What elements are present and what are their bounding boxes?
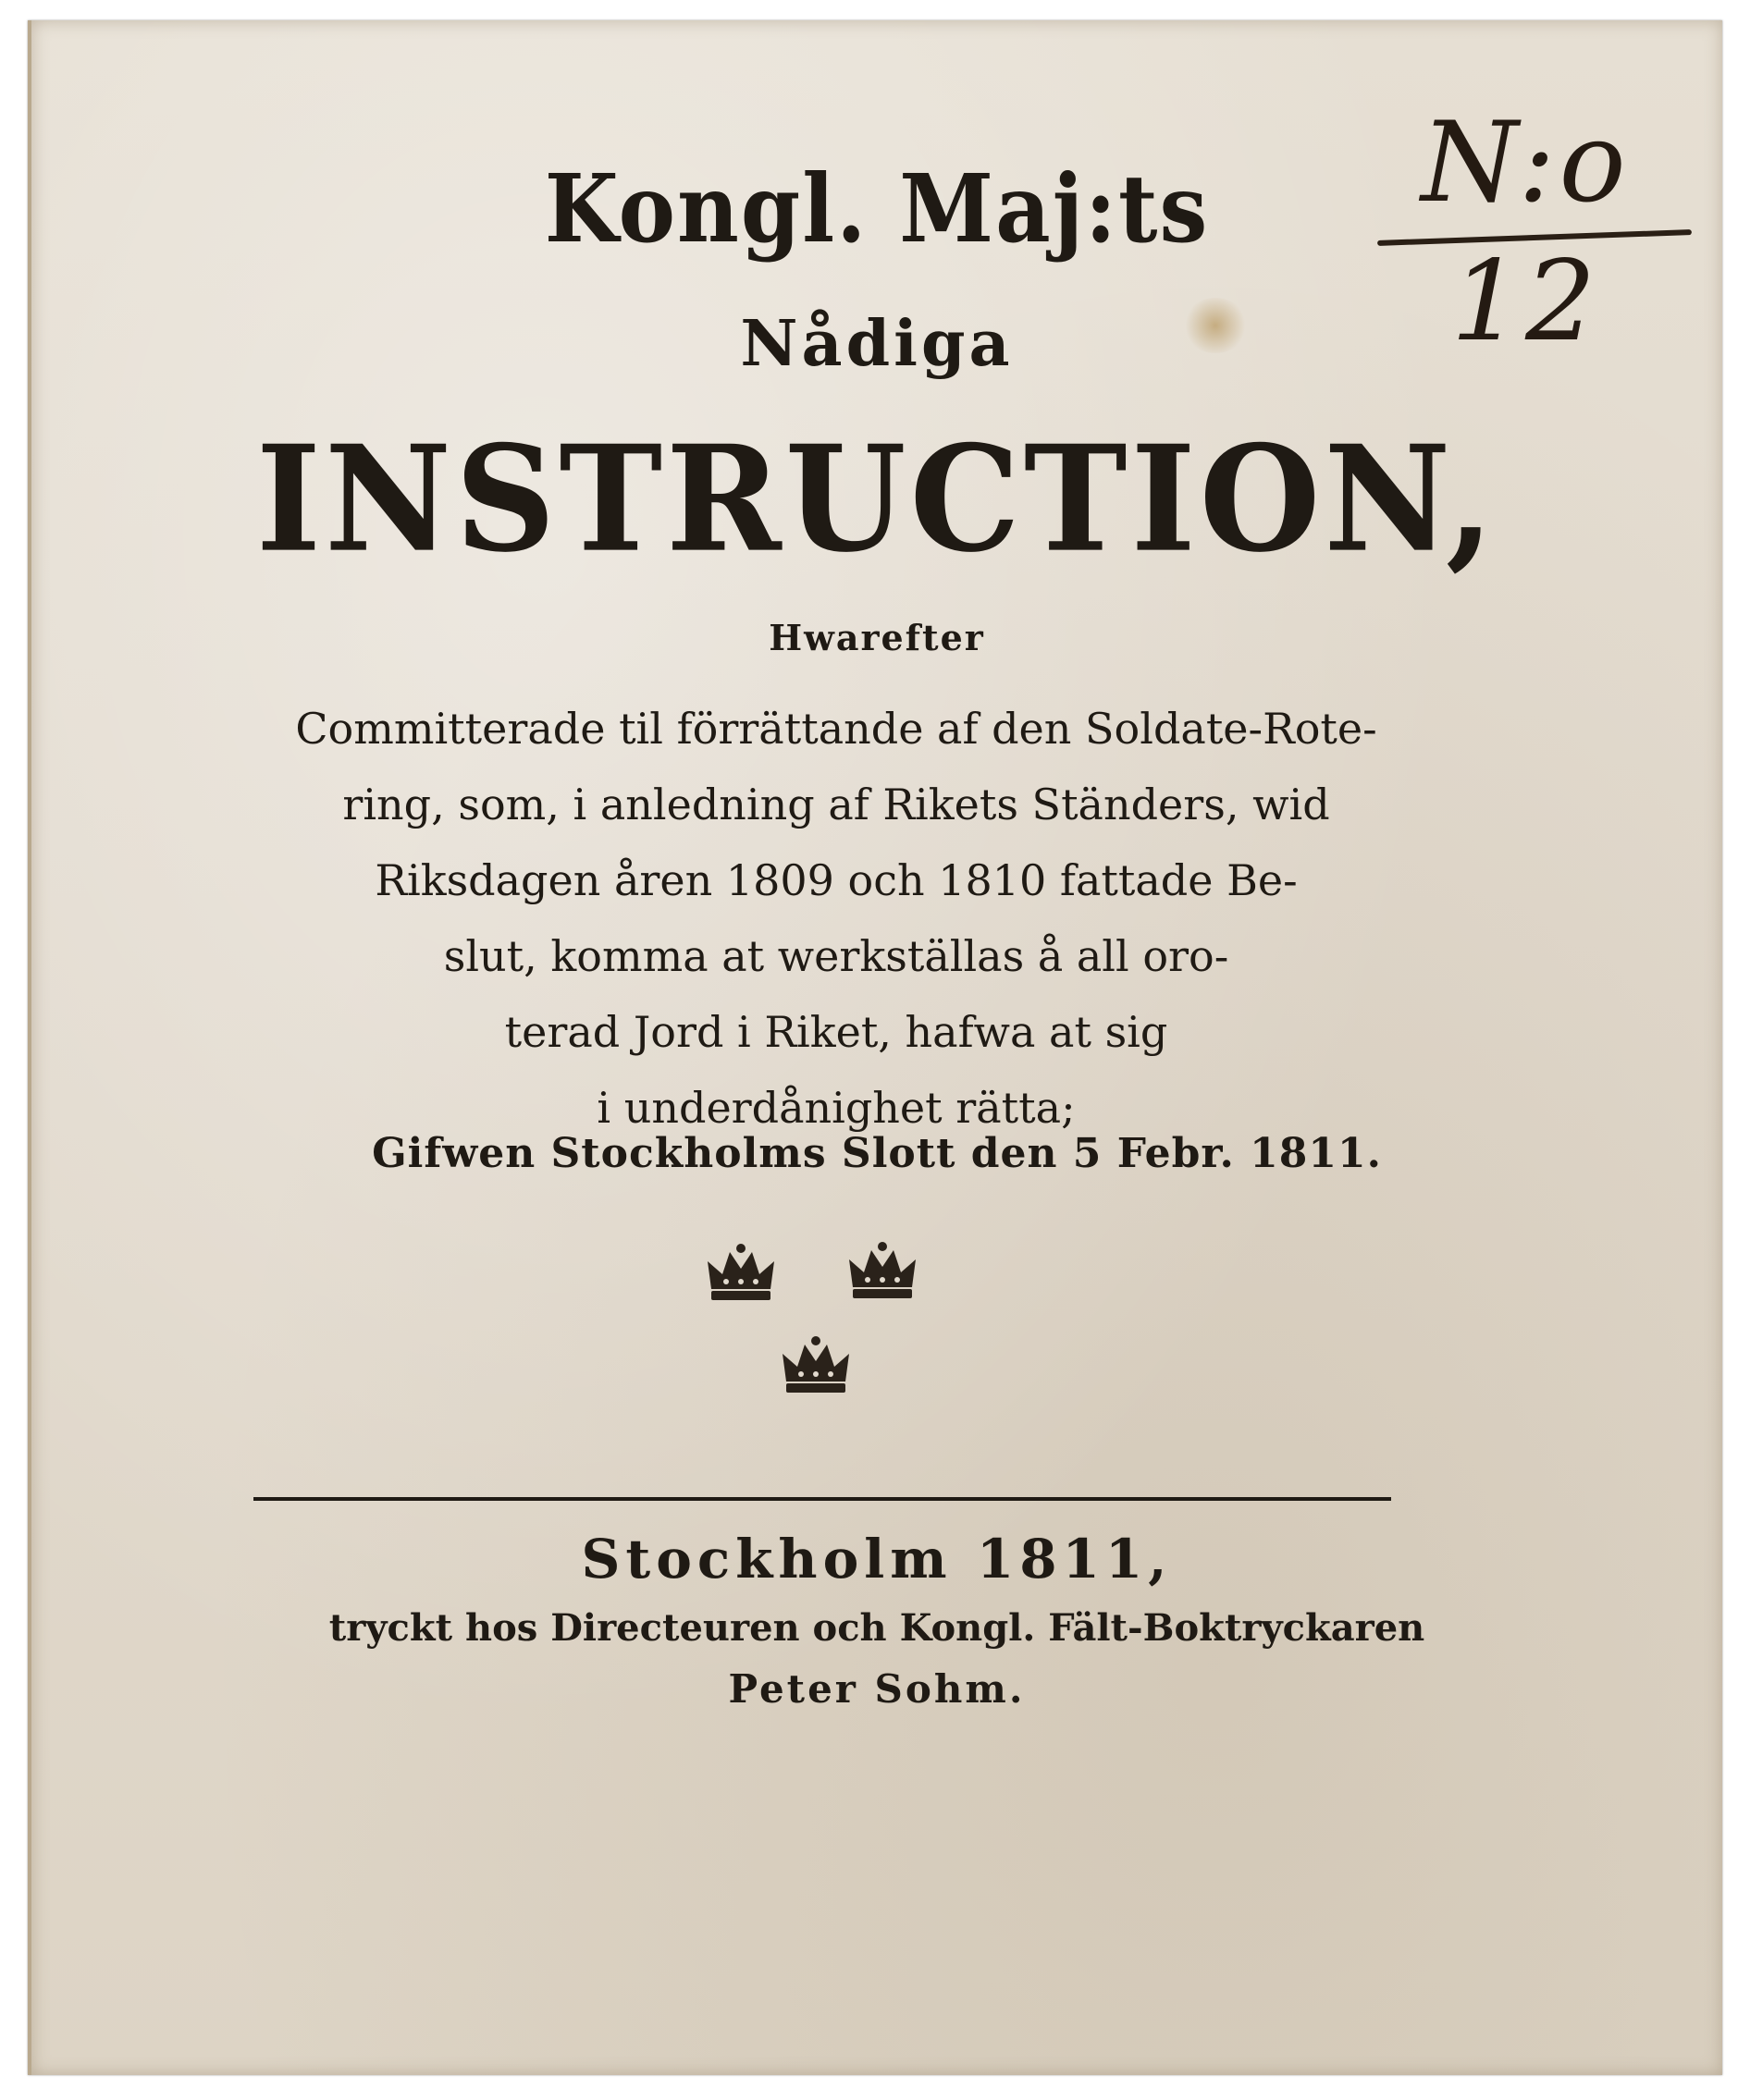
imprint-printer-name: Peter Sohm. bbox=[728, 1666, 1026, 1712]
body-line: Riksdagen åren 1809 och 1810 fattade Be- bbox=[375, 855, 1298, 905]
body-line: terad Jord i Riket, hafwa at sig bbox=[504, 1007, 1168, 1057]
body-line: Committerade til förrättande af den Soldate-Rote- bbox=[295, 704, 1377, 754]
title-line-1: Kongl. Maj:ts bbox=[544, 154, 1210, 264]
subtitle: Hwarefter bbox=[769, 617, 985, 658]
crown-icon bbox=[779, 1333, 853, 1398]
body-line: i underdånighet rätta; bbox=[597, 1083, 1076, 1133]
main-title: INSTRUCTION, bbox=[255, 413, 1498, 585]
given-date-line: Gifwen Stockholms Slott den 5 Febr. 1811. bbox=[372, 1130, 1382, 1177]
imprint-printer-line: tryckt hos Directeuren och Kongl. Fält-Boktryckaren bbox=[328, 1606, 1425, 1650]
crown-icon bbox=[845, 1239, 919, 1304]
handwritten-number: N:o 12 bbox=[1421, 99, 1630, 366]
imprint-place-year: Stockholm 1811, bbox=[581, 1528, 1173, 1590]
horizontal-rule bbox=[253, 1497, 1391, 1501]
title-line-2: Nådiga bbox=[740, 307, 1014, 381]
body-line: ring, som, i anledning af Rikets Ständers, wid bbox=[342, 780, 1330, 829]
crown-ornaments bbox=[31, 1241, 1722, 1426]
document-page bbox=[28, 20, 1722, 2075]
body-line: slut, komma at werkställas å all oro- bbox=[443, 931, 1229, 981]
crown-icon bbox=[704, 1241, 778, 1306]
body-text bbox=[216, 691, 1456, 1146]
